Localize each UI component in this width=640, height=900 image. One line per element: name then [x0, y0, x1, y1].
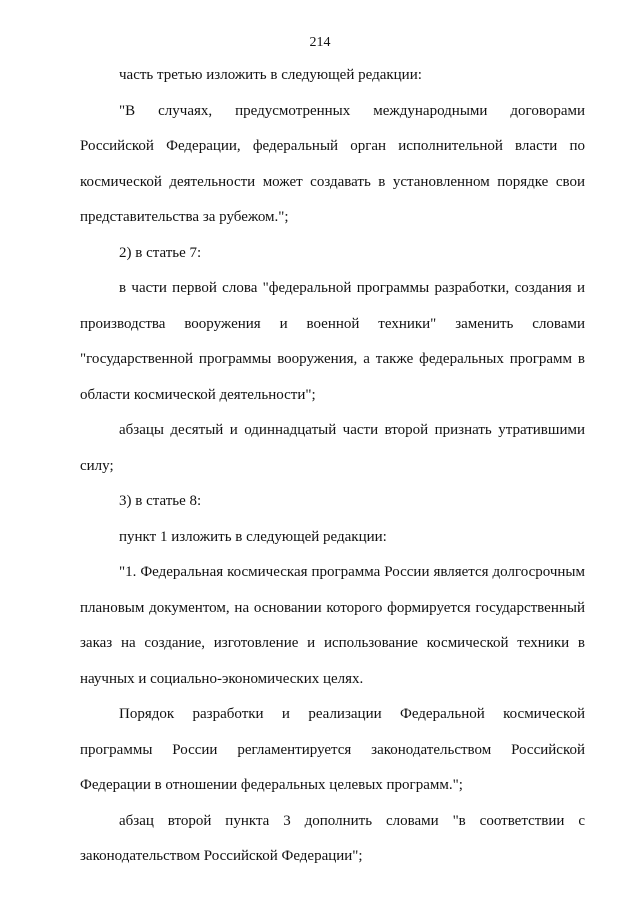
paragraph-article-7-part-two: абзацы десятый и одиннадцатый части второй признать утратившими силу; — [80, 422, 585, 474]
paragraph-point-3-addition: абзац второй пункта 3 дополнить словами "в соответствии с законодательством Российской Федерации"; — [80, 812, 585, 864]
paragraph-representations-abroad: "В случаях, предусмотренных международными договорами Российской Федерации, федеральный орган исполнительной власти по космической деятельности может создавать в установленном порядке свои представительства за рубежом."; — [80, 102, 585, 225]
paragraph-article-7-heading: 2) в статье 7: — [119, 244, 202, 261]
paragraph-point-1-intro: пункт 1 изложить в следующей редакции: — [119, 528, 387, 545]
document-body — [80, 58, 585, 875]
page-number: 214 — [309, 35, 331, 50]
paragraph-program-procedure: Порядок разработки и реализации Федеральной космической программы России регламентируется законодательством Российской Федерации в отношении федеральных целевых программ."; — [80, 706, 585, 793]
paragraph-federal-space-program: "1. Федеральная космическая программа России является долгосрочным плановым документом, на основании которого формируется государственный заказ на создание, изготовление и использование космической техники в научных и социально-экономических целях. — [80, 564, 585, 687]
paragraph-article-7-part-one: в части первой слова "федеральной программы разработки, создания и производства вооружения и военной техники" заменить словами "государственной программы вооружения, а также федеральных программ в области космической деятельности"; — [80, 280, 585, 403]
paragraph-part-three-intro: часть третью изложить в следующей редакции: — [119, 67, 422, 83]
paragraph-article-8-heading: 3) в статье 8: — [119, 493, 202, 509]
